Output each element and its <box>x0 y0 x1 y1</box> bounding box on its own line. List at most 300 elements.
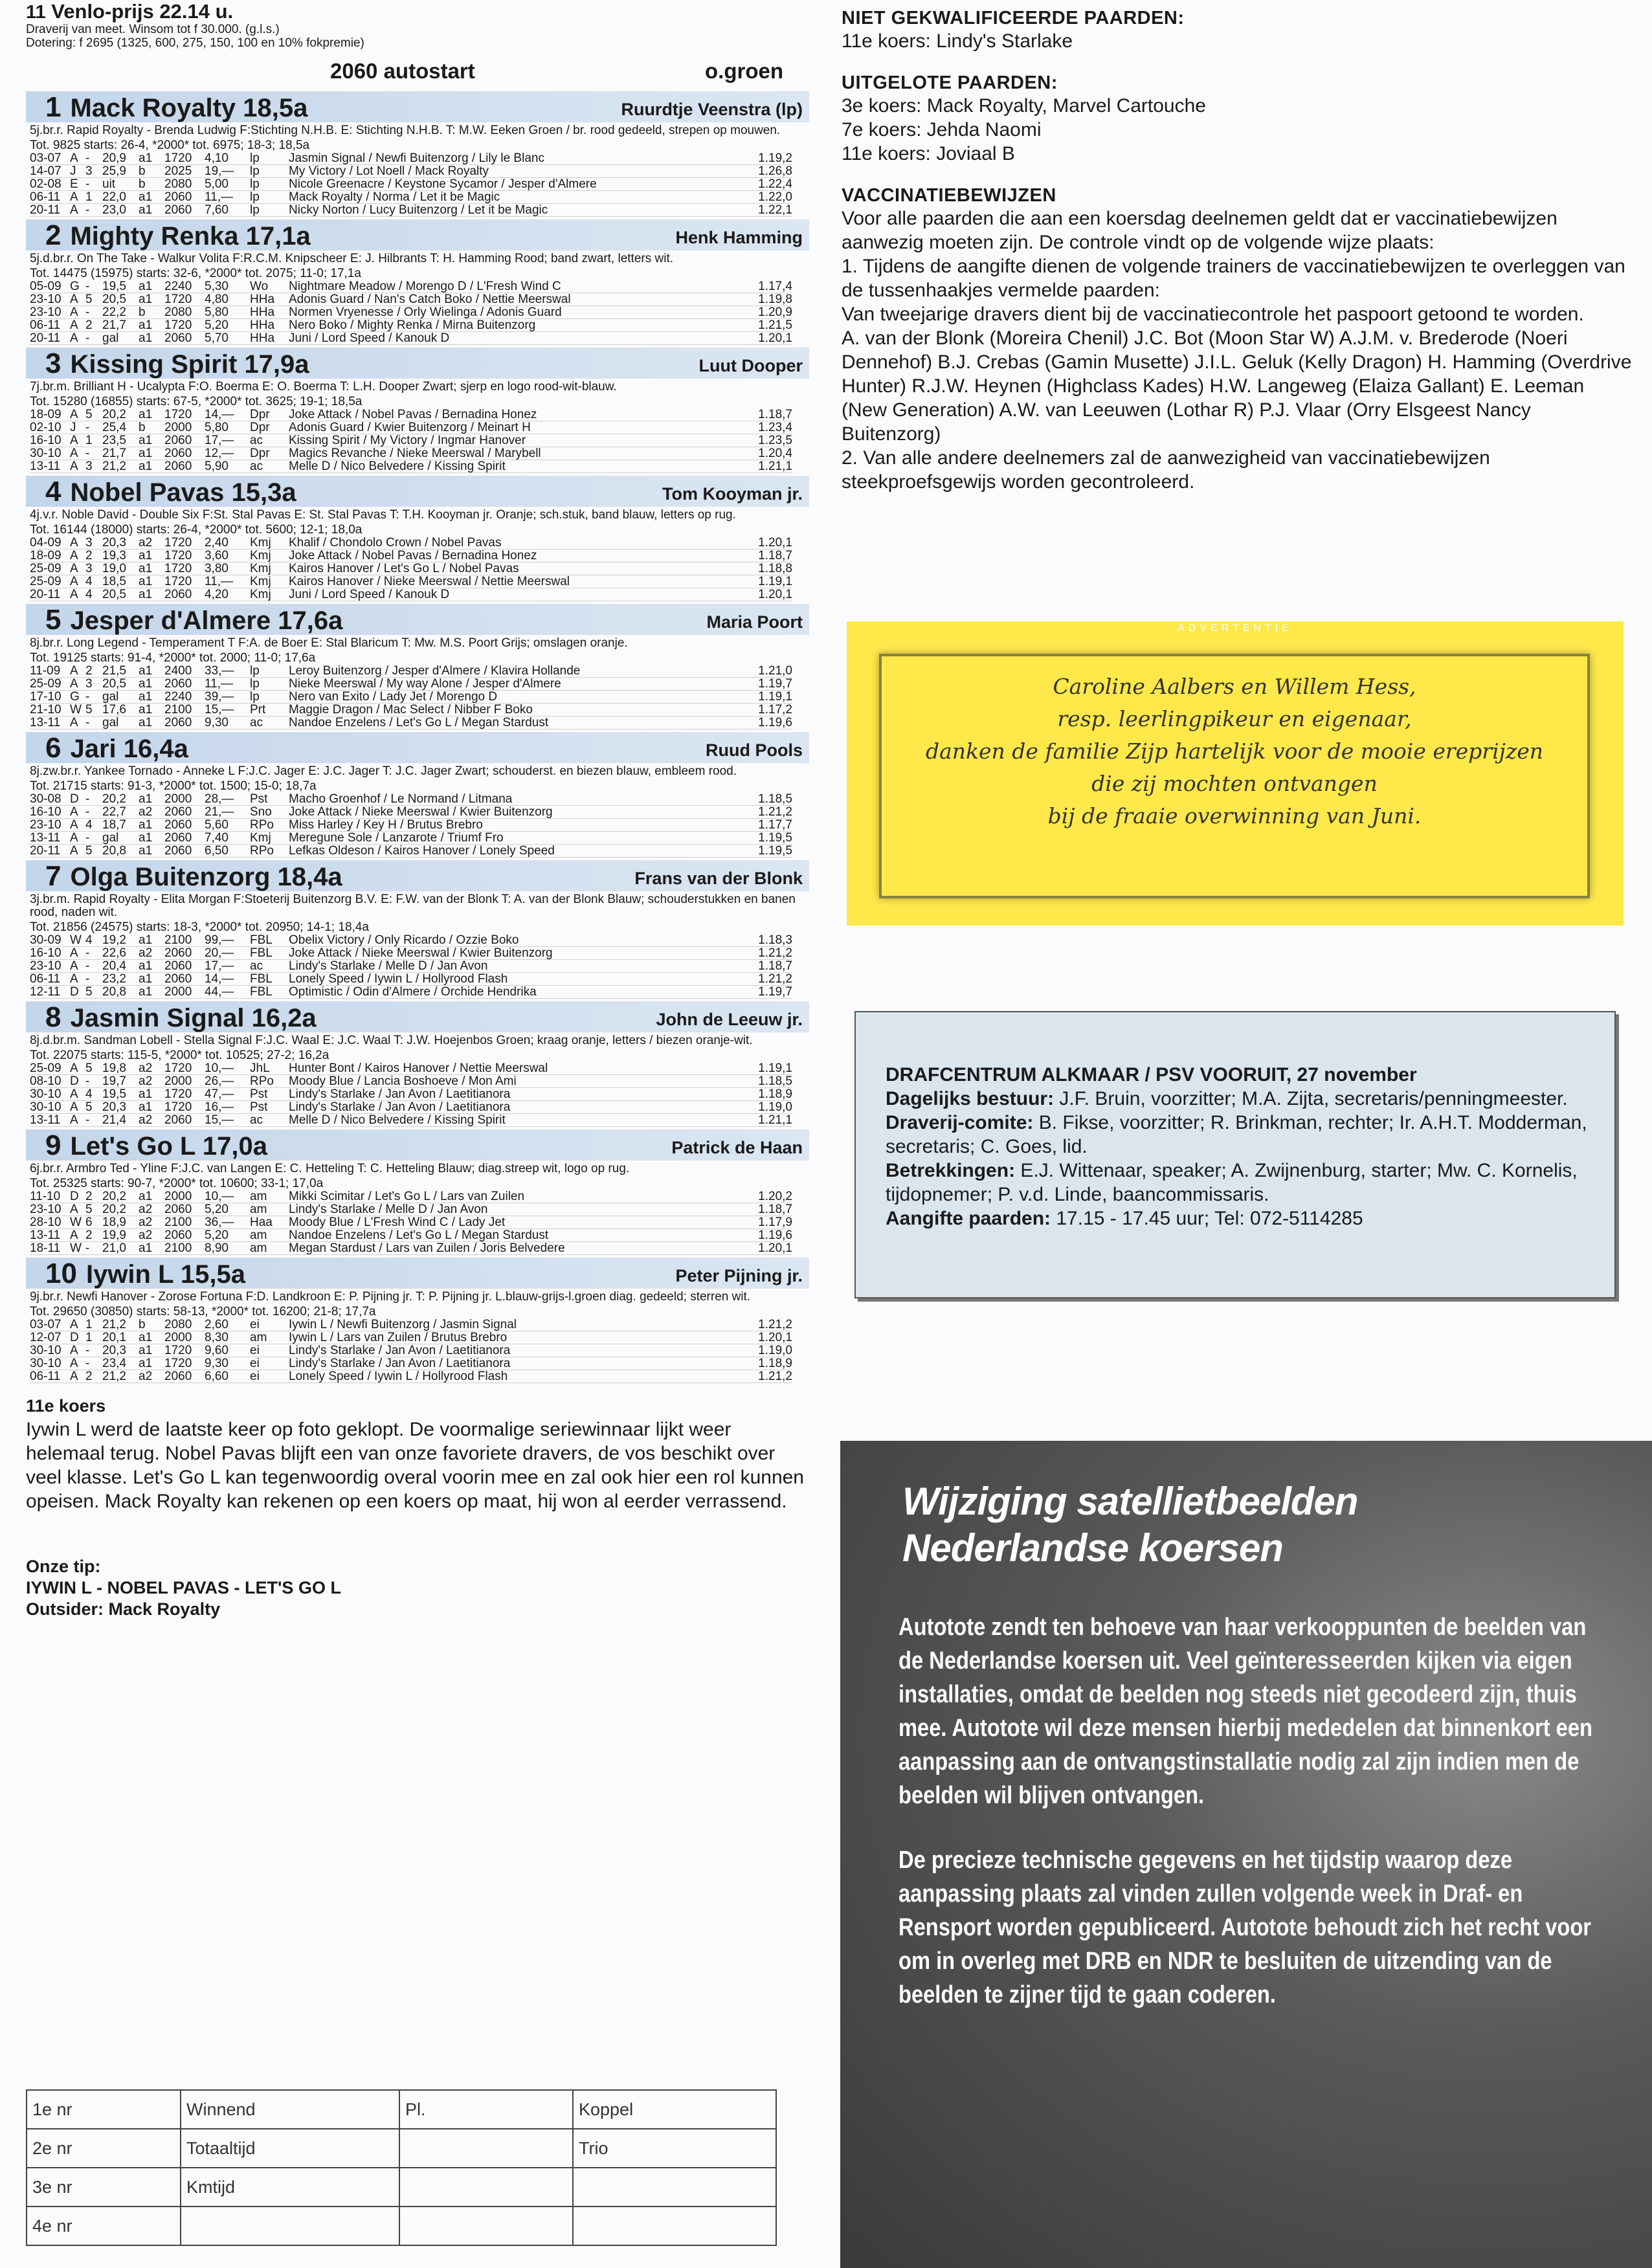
bet-cell[interactable]: Pl. <box>399 2090 573 2129</box>
run-cell: Moody Blue / L'Fresh Wind C / Lady Jet <box>289 1216 506 1229</box>
run-cell: 2060 <box>164 959 192 973</box>
horse-name <box>45 862 342 891</box>
run-cell: a1 <box>139 1331 153 1344</box>
run-cell: Kmj <box>250 562 271 575</box>
run-cell: 13-11 <box>30 1113 61 1127</box>
table-row <box>30 447 792 460</box>
bet-cell[interactable]: Winnend <box>181 2090 399 2129</box>
bet-cell[interactable] <box>181 2207 399 2245</box>
run-cell: 1.18,9 <box>758 1087 792 1101</box>
bet-cell[interactable]: 1e nr <box>27 2090 181 2129</box>
horse-jockey: Luut Dooper <box>698 356 803 375</box>
run-cell: 17,— <box>205 434 234 447</box>
run-cell: 2 <box>85 1370 93 1383</box>
run-cell: 1.22,4 <box>758 177 792 191</box>
race-distance-line <box>26 59 809 83</box>
race-distance: 2060 autostart <box>330 59 475 83</box>
run-cell: am <box>250 1190 267 1203</box>
run-cell: 5 <box>85 1062 93 1075</box>
run-cell: ei <box>250 1357 260 1370</box>
run-cell: 10,— <box>205 1190 234 1203</box>
run-cell: 9,30 <box>205 1357 229 1370</box>
run-cell: 1.18,7 <box>758 1203 792 1216</box>
run-cell: Dpr <box>250 421 270 434</box>
bet-cell[interactable]: 2e nr <box>27 2129 181 2168</box>
race-prize: Dotering: f 2695 (1325, 600, 275, 150, 100 en 10% fokpremie) <box>26 36 364 50</box>
run-cell: Nieke Meerswal / My way Alone / Jesper d'Almere <box>289 677 561 691</box>
run-cell: Kmj <box>250 588 271 601</box>
run-cell: a2 <box>139 1203 153 1216</box>
run-cell: 1.20,4 <box>758 447 792 460</box>
run-cell: G <box>70 690 80 704</box>
bet-row <box>27 2207 776 2245</box>
run-cell: 18-09 <box>30 408 61 421</box>
run-cell: 22,0 <box>102 190 126 204</box>
run-cell: 02-08 <box>30 177 61 191</box>
run-cell: A <box>70 831 78 845</box>
run-cell: 3 <box>85 164 93 178</box>
run-cell: 2060 <box>164 203 192 217</box>
run-cell: 39,— <box>205 690 234 704</box>
run-cell: 15,— <box>205 1113 234 1127</box>
run-cell: 1.19,6 <box>758 1228 792 1242</box>
run-cell: 2400 <box>164 664 192 678</box>
run-cell: 1.18,7 <box>758 408 792 421</box>
run-cell: 1.21,2 <box>758 972 792 986</box>
run-cell: 33,— <box>205 664 234 678</box>
horse-pedigree: 8j.zw.br.r. Yankee Tornado - Anneke L F:J.C. Jager E: J.C. Jager T: J.C. Jager Zwart; schouderst. en biezen blauw, embleem rood. <box>30 764 737 778</box>
horse-runs-table <box>30 665 792 729</box>
horse-number: 10 <box>45 1258 77 1289</box>
vacc-paragraph: 1. Tijdens de aangifte dienen de volgende trainers de vaccinatiebewijzen te overleggen van de tussenhaakjes vermelde paarden: <box>842 256 1625 301</box>
run-cell: A <box>70 318 78 332</box>
run-cell: Normen Vryenesse / Orly Wielinga / Adonis Guard <box>289 306 562 319</box>
run-cell: - <box>85 1357 90 1370</box>
run-cell: Haa <box>250 1216 273 1229</box>
run-cell: gal <box>102 716 119 729</box>
table-row <box>30 934 792 947</box>
run-cell: 2080 <box>164 177 192 191</box>
run-cell: a2 <box>139 1370 153 1383</box>
run-cell: Nightmare Meadow / Morengo D / L'Fresh Wind C <box>289 280 561 293</box>
run-cell: 1720 <box>164 1100 192 1114</box>
run-cell: Wo <box>250 280 269 293</box>
horse-totals: Tot. 19125 starts: 91-4, *2000* tot. 2000; 11-0; 17,6a <box>30 651 316 665</box>
uitgeloot-item: 7e koers: Jehda Naomi <box>842 119 1042 140</box>
table-row <box>30 793 792 806</box>
tip-block <box>26 1556 809 1620</box>
bet-cell[interactable]: Trio <box>573 2129 776 2168</box>
run-cell: Kairos Hanover / Let's Go L / Nobel Pavas <box>289 562 519 575</box>
run-cell: ei <box>250 1370 260 1383</box>
run-cell: 21,4 <box>102 1113 126 1127</box>
run-cell: Pst <box>250 792 268 806</box>
horse-pedigree: 6j.br.r. Armbro Ted - Yline F:J.C. van Langen E: C. Hetteling T: C. Hetteling Blauw; diag.streep wit, logo op rug. <box>30 1162 630 1175</box>
vacc-paragraph: Van tweejarige dravers dient bij de vaccinatiecontrole het paspoort getoond te worden. <box>842 304 1584 325</box>
run-cell: HHa <box>250 306 275 319</box>
run-cell: 11-10 <box>30 1190 61 1203</box>
horse-totals: Tot. 25325 starts: 90-7, *2000* tot. 10600; 33-1; 17,0a <box>30 1177 324 1190</box>
run-cell: 5 <box>85 844 93 858</box>
run-cell: A <box>70 818 78 832</box>
run-cell: b <box>139 164 146 178</box>
run-cell: A <box>70 1100 78 1114</box>
run-cell: 2000 <box>164 985 192 999</box>
run-cell: a1 <box>139 1344 153 1357</box>
bet-cell[interactable]: 3e nr <box>27 2168 181 2207</box>
run-cell: 1.18,8 <box>758 562 792 575</box>
run-cell: Meregune Sole / Lanzarote / Triumf Fro <box>289 831 504 845</box>
run-cell: 25-09 <box>30 575 61 588</box>
run-cell: A <box>70 575 78 588</box>
table-row <box>30 665 792 678</box>
run-cell: 21,7 <box>102 447 126 460</box>
table-row <box>30 421 792 434</box>
run-cell: 1.23,4 <box>758 421 792 434</box>
run-cell: 2060 <box>164 818 192 832</box>
table-row <box>30 832 792 845</box>
run-cell: a1 <box>139 562 153 575</box>
run-cell: ei <box>250 1344 260 1357</box>
run-cell: 2000 <box>164 421 192 434</box>
tip-picks: IYWIN L - NOBEL PAVAS - LET'S GO L <box>26 1578 341 1597</box>
run-cell: 5 <box>85 985 93 999</box>
run-cell: 16-10 <box>30 434 61 447</box>
horse-name <box>45 93 307 122</box>
bet-cell[interactable]: Koppel <box>573 2090 776 2129</box>
run-cell: W <box>70 703 82 717</box>
run-cell: 1720 <box>164 575 192 588</box>
horse-number: 6 <box>45 732 61 764</box>
run-cell: 2060 <box>164 1113 192 1127</box>
run-cell: 5 <box>85 293 93 306</box>
run-cell: 19,3 <box>102 549 126 562</box>
race-color: o.groen <box>705 59 783 83</box>
table-row <box>30 704 792 717</box>
bet-cell[interactable] <box>399 2168 573 2207</box>
run-cell: 1.19,7 <box>758 985 792 999</box>
run-cell: 20,1 <box>102 1331 126 1344</box>
run-cell: A <box>70 293 78 306</box>
horse-pedigree: 3j.br.m. Rapid Royalty - Elita Morgan F:Stoeterij Buitenzorg B.V. E: F.W. van der Blonk T: A. van der Blonk Blauw; schouderstukken en banen rood, naden wit. <box>30 893 796 919</box>
advertisement <box>847 621 1624 926</box>
race-conditions: Draverij van meet. Winsom tot f 30.000. (g.l.s.) <box>26 23 280 36</box>
run-cell: 1.17,4 <box>758 280 792 293</box>
horse-name <box>45 1131 267 1161</box>
uitgeloot-heading: UITGELOTE PAARDEN: <box>842 72 1058 93</box>
run-cell: 1.18,5 <box>758 1074 792 1088</box>
run-cell: 12-11 <box>30 985 61 999</box>
run-cell: A <box>70 1344 78 1357</box>
advert-frame <box>879 654 1590 898</box>
run-cell: lp <box>250 190 260 204</box>
run-cell: Optimistic / Odin d'Almere / Orchide Hendrika <box>289 985 537 999</box>
run-cell: 5,20 <box>205 1228 229 1242</box>
run-cell: - <box>85 792 90 806</box>
bet-cell[interactable] <box>573 2168 776 2207</box>
run-cell: gal <box>102 831 119 845</box>
bet-cell[interactable] <box>399 2207 573 2245</box>
run-cell: G <box>70 280 80 293</box>
horse-name <box>45 606 342 635</box>
table-row <box>30 1088 792 1101</box>
run-cell: - <box>85 331 90 345</box>
run-cell: 6,50 <box>205 844 229 858</box>
run-cell: 1.19,8 <box>758 293 792 306</box>
run-cell: 05-09 <box>30 280 61 293</box>
horse-totals: Tot. 21715 starts: 91-3, *2000* tot. 1500; 15-0; 18,7a <box>30 779 317 793</box>
run-cell: 02-10 <box>30 421 61 434</box>
run-cell: A <box>70 844 78 858</box>
run-cell: 10,— <box>205 1062 234 1075</box>
run-cell: 15,— <box>205 703 234 717</box>
run-cell: a1 <box>139 447 153 460</box>
advert-message <box>882 671 1587 832</box>
table-row <box>30 1075 792 1088</box>
table-row <box>30 819 792 832</box>
run-cell: a2 <box>139 536 153 550</box>
run-cell: 19,2 <box>102 933 126 947</box>
draf-item <box>886 1159 1602 1206</box>
run-cell: Joke Attack / Nobel Pavas / Bernadina Honez <box>289 408 537 421</box>
run-cell: A <box>70 460 78 473</box>
table-row <box>30 973 792 986</box>
horse-name-text: Mighty Renka 17,1a <box>70 222 311 250</box>
koers-text: Iywin L werd de laatste keer op foto geklopt. De voormalige seriewinnaar lijkt weer helemaal terug. Nobel Pavas blijft een van onze favoriete dravers, de vos beschikt over veel klasse. Let's Go L kan tegenwoordig overal voorin mee en zal ook hier een rol kunnen opeisen. Mack Royalty kan rekenen op een koers op maat, hij won al eerder verrassend. <box>26 1419 804 1512</box>
vacc-paragraph: Voor alle paarden die aan een koersdag deelnemen geldt dat er vaccinatiebewijzen aanwezig moeten zijn. De controle vindt op de volgende wijze plaats: <box>842 208 1557 253</box>
run-cell: Joke Attack / Nieke Meerswal / Kwier Buitenzorg <box>289 946 553 960</box>
horse-jockey: Ruurdtje Veenstra (lp) <box>621 100 803 119</box>
run-cell: 21,7 <box>102 318 126 332</box>
run-cell: 18-11 <box>30 1241 61 1255</box>
horse-entry <box>26 219 809 345</box>
horse-header <box>26 1258 809 1289</box>
run-cell: 20-11 <box>30 588 61 601</box>
run-cell: Hunter Bont / Kairos Hanover / Nettie Meerswal <box>289 1062 548 1075</box>
run-cell: 19,— <box>205 164 234 178</box>
run-cell: Adonis Guard / Kwier Buitenzorg / Meinart H <box>289 421 531 434</box>
horse-totals: Tot. 15280 (16855) starts: 67-5, *2000* tot. 3625; 19-1; 18,5a <box>30 395 363 408</box>
run-cell: A <box>70 306 78 319</box>
run-cell: My Victory / Lot Noell / Mack Royalty <box>289 164 489 178</box>
run-cell: 23,4 <box>102 1357 126 1370</box>
run-cell: A <box>70 1357 78 1370</box>
run-cell: 3,60 <box>205 549 229 562</box>
run-cell: a1 <box>139 460 153 473</box>
run-cell: lp <box>250 151 260 165</box>
draf-value: J.F. Bruin, voorzitter; M.A. Zijta, secretaris/penningmeester. <box>1054 1088 1568 1109</box>
run-cell: Moody Blue / Lancia Boshoeve / Mon Ami <box>289 1074 517 1088</box>
run-cell: a1 <box>139 690 153 704</box>
run-cell: Joke Attack / Nobel Pavas / Bernadina Honez <box>289 549 537 562</box>
bet-cell[interactable]: Totaaltijd <box>181 2129 399 2168</box>
run-cell: Nero van Exito / Lady Jet / Morengo D <box>289 690 498 704</box>
bet-cell[interactable]: 4e nr <box>27 2207 181 2245</box>
run-cell: 2060 <box>164 434 192 447</box>
run-cell: Kmj <box>250 575 271 588</box>
run-cell: 1.19,7 <box>758 677 792 691</box>
table-row <box>30 562 792 575</box>
table-row <box>30 434 792 447</box>
run-cell: 04-09 <box>30 536 61 550</box>
run-cell: HHa <box>250 318 275 332</box>
table-row <box>30 845 792 858</box>
run-cell: FBL <box>250 933 273 947</box>
run-cell: D <box>70 1331 79 1344</box>
run-cell: 20,3 <box>102 1100 126 1114</box>
run-cell: 1720 <box>164 318 192 332</box>
run-cell: D <box>70 792 79 806</box>
run-cell: 30-10 <box>30 1087 61 1101</box>
run-cell: 03-07 <box>30 1318 61 1331</box>
run-cell: 30-09 <box>30 933 61 947</box>
run-cell: 1.20,9 <box>758 306 792 319</box>
table-row <box>30 1370 792 1383</box>
run-cell: ei <box>250 1318 260 1331</box>
run-cell: Dpr <box>250 447 270 460</box>
run-cell: Nandoe Enzelens / Let's Go L / Megan Stardust <box>289 716 549 729</box>
advert-line: bij de fraaie overwinning van Juni. <box>1047 803 1422 828</box>
run-cell: 23-10 <box>30 306 61 319</box>
run-cell: 3 <box>85 460 93 473</box>
run-cell: 5,70 <box>205 331 229 345</box>
table-row <box>30 204 792 217</box>
run-cell: 20,3 <box>102 536 126 550</box>
run-cell: 1.20,2 <box>758 1190 792 1203</box>
run-cell: A <box>70 203 78 217</box>
run-cell: A <box>70 331 78 345</box>
run-cell: 08-10 <box>30 1074 61 1088</box>
run-cell: a1 <box>139 408 153 421</box>
run-cell: 2 <box>85 1228 93 1242</box>
run-cell: 23,0 <box>102 203 126 217</box>
table-row <box>30 678 792 691</box>
horse-header <box>26 1001 809 1032</box>
run-cell: Kairos Hanover / Nieke Meerswal / Nettie Meerswal <box>289 575 570 588</box>
horse-runs-table <box>30 1190 792 1255</box>
horse-header <box>26 348 809 379</box>
run-cell: 3 <box>85 677 93 691</box>
bet-form <box>26 2089 777 2246</box>
run-cell: 21,— <box>205 805 234 819</box>
satellite-notice <box>840 1441 1652 2268</box>
horse-name-text: Jesper d'Almere 17,6a <box>70 606 343 635</box>
run-cell: lp <box>250 677 260 691</box>
horse-entry <box>26 732 809 858</box>
run-cell: 99,— <box>205 933 234 947</box>
run-cell: a1 <box>139 792 153 806</box>
run-cell: - <box>85 946 90 960</box>
run-cell: Adonis Guard / Nan's Catch Boko / Nettie Meerswal <box>289 293 571 306</box>
run-cell: 4,80 <box>205 293 229 306</box>
horse-jockey: John de Leeuw jr. <box>656 1010 803 1029</box>
bet-cell[interactable] <box>573 2207 776 2245</box>
run-cell: 2060 <box>164 447 192 460</box>
run-cell: uit <box>102 177 116 191</box>
run-cell: ac <box>250 434 263 447</box>
bet-cell[interactable]: Kmtijd <box>181 2168 399 2207</box>
run-cell: 6 <box>85 1216 93 1229</box>
run-cell: 5,80 <box>205 306 229 319</box>
run-cell: 1.21,5 <box>758 318 792 332</box>
bet-cell[interactable] <box>399 2129 573 2168</box>
run-cell: 26,— <box>205 1074 234 1088</box>
run-cell: 1.19,1 <box>758 690 792 704</box>
draf-label: Betrekkingen: <box>886 1160 1016 1181</box>
sat-title <box>902 1478 1652 1572</box>
run-cell: 2100 <box>164 1241 192 1255</box>
run-cell: 1.21,1 <box>758 460 792 473</box>
run-cell: - <box>85 1074 90 1088</box>
run-cell: A <box>70 408 78 421</box>
run-cell: 2 <box>85 549 93 562</box>
run-cell: 2060 <box>164 831 192 845</box>
run-cell: 17,6 <box>102 703 126 717</box>
run-cell: a1 <box>139 575 153 588</box>
tip-label: Onze tip: <box>26 1557 101 1576</box>
run-cell: 44,— <box>205 985 234 999</box>
run-cell: A <box>70 805 78 819</box>
run-cell: 2060 <box>164 1203 192 1216</box>
run-cell: 5,00 <box>205 177 229 191</box>
run-cell: 2100 <box>164 933 192 947</box>
horse-name-text: Olga Buitenzorg 18,4a <box>70 863 342 891</box>
run-cell: a1 <box>139 1087 153 1101</box>
run-cell: 20,5 <box>102 677 126 691</box>
run-cell: lp <box>250 690 260 704</box>
run-cell: a1 <box>139 293 153 306</box>
run-cell: a1 <box>139 716 153 729</box>
run-cell: D <box>70 985 79 999</box>
run-cell: a1 <box>139 549 153 562</box>
run-cell: 21,2 <box>102 1370 126 1383</box>
run-cell: 14,— <box>205 408 234 421</box>
draf-value: B. Fikse, voorzitter; R. Brinkman, rechter; Ir. A.H.T. Modderman, secretaris; C. Goes, lid. <box>886 1112 1587 1157</box>
run-cell: gal <box>102 690 119 704</box>
draf-item <box>886 1206 1602 1230</box>
run-cell: Iywin L / Newfi Buitenzorg / Jasmin Signal <box>289 1318 517 1331</box>
table-row <box>30 1114 792 1127</box>
run-cell: 11,— <box>205 190 234 204</box>
run-cell: a1 <box>139 434 153 447</box>
run-cell: A <box>70 1087 78 1101</box>
run-cell: RPo <box>250 844 274 858</box>
run-cell: 1720 <box>164 408 192 421</box>
run-cell: 2000 <box>164 1331 192 1344</box>
run-cell: 22,2 <box>102 306 126 319</box>
run-cell: a1 <box>139 933 153 947</box>
table-row <box>30 1318 792 1331</box>
run-cell: 25,9 <box>102 164 126 178</box>
horse-pedigree: 4j.v.r. Noble David - Double Six F:St. Stal Pavas E: St. Stal Pavas T: T.H. Kooyman jr. Oranje; sch.stuk, band blauw, letters op rug. <box>30 508 736 522</box>
run-cell: Lindy's Starlake / Jan Avon / Laetitianora <box>289 1087 511 1101</box>
run-cell: - <box>85 805 90 819</box>
horse-header <box>26 604 809 635</box>
run-cell: 11,— <box>205 677 234 691</box>
table-row <box>30 550 792 562</box>
run-cell: 5 <box>85 1100 93 1114</box>
run-cell: D <box>70 1074 79 1088</box>
run-cell: 1.17,2 <box>758 703 792 717</box>
run-cell: 21,2 <box>102 1318 126 1331</box>
sat-title-line: Nederlandse koersen <box>902 1526 1283 1570</box>
run-cell: 47,— <box>205 1087 234 1101</box>
run-cell: 25-09 <box>30 677 61 691</box>
table-row <box>30 588 792 601</box>
run-cell: 5 <box>85 408 93 421</box>
run-cell: - <box>85 1113 90 1127</box>
run-cell: 2000 <box>164 792 192 806</box>
